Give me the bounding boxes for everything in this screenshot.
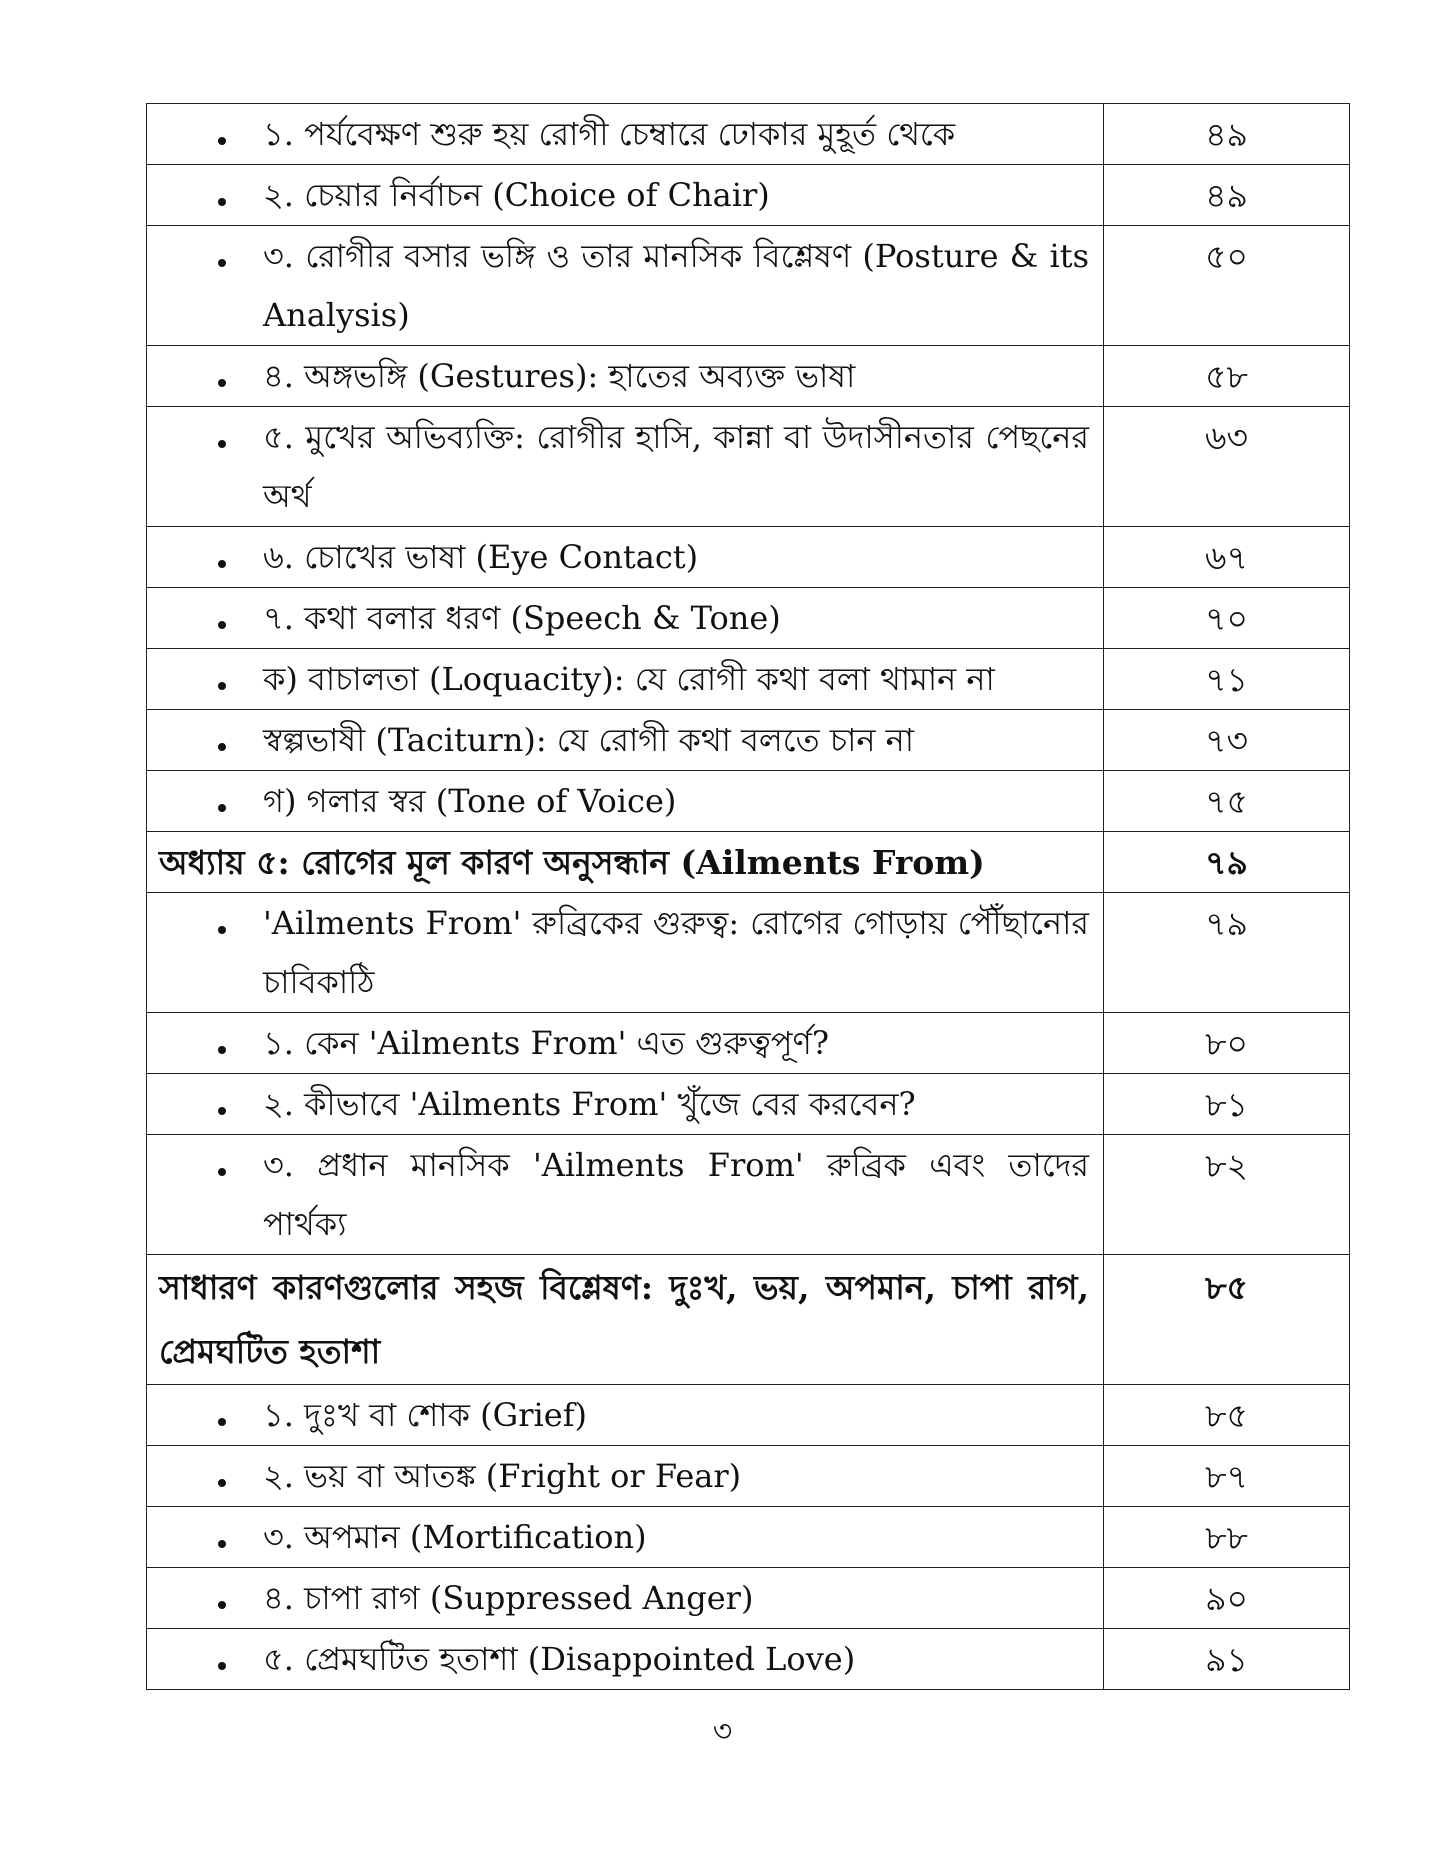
page-number: ৭৯	[1104, 893, 1350, 1013]
page-number: ৮৭	[1104, 1446, 1350, 1507]
footer-page-number: ৩	[712, 1714, 733, 1749]
entry-title: স্বল্পভাষী (Taciturn): যে রোগী কথা বলতে চান না	[263, 721, 915, 759]
entry-title: ৩. রোগীর বসার ভঙ্গি ও তার মানসিক বিশ্লেষণ (Posture & its Analysis)	[263, 237, 1089, 334]
bullet-icon	[147, 104, 263, 163]
page-number: ৪৯	[1104, 165, 1350, 226]
table-row	[147, 588, 1350, 649]
table-row	[147, 346, 1350, 407]
entry-title: ১. দুঃখ বা শোক (Grief)	[263, 1396, 588, 1434]
table-row	[147, 1568, 1350, 1629]
entry-title: ৪. চাপা রাগ (Suppressed Anger)	[263, 1579, 754, 1617]
page-number: ৭৩	[1104, 710, 1350, 771]
table-row	[147, 1135, 1350, 1255]
bullet-icon	[147, 710, 263, 769]
bullet-icon	[147, 165, 263, 224]
entry-title: ১. কেন 'Ailments From' এত গুরুত্বপূর্ণ?	[263, 1024, 829, 1062]
bullet-icon	[147, 346, 263, 405]
table-row	[147, 893, 1350, 1013]
page-number: ৪৯	[1104, 104, 1350, 165]
bullet-icon	[147, 407, 263, 466]
chapter-heading-row	[147, 832, 1350, 893]
entry-title: ৪. অঙ্গভঙ্গি (Gestures): হাতের অব্যক্ত ভাষা	[263, 357, 856, 395]
page-number: ৮০	[1104, 1013, 1350, 1074]
entry-title: 'Ailments From' রুব্রিকের গুরুত্ব: রোগের গোড়ায় পৌঁছানোর চাবিকাঠি	[263, 904, 1089, 1001]
table-row	[147, 226, 1350, 346]
page-number: ৮৫	[1104, 1255, 1350, 1385]
table-row	[147, 1446, 1350, 1507]
table-row	[147, 104, 1350, 165]
bullet-icon	[147, 771, 263, 830]
page-number: ৫০	[1104, 226, 1350, 346]
bullet-icon	[147, 1568, 263, 1627]
bullet-icon	[147, 527, 263, 586]
section-title: সাধারণ কারণগুলোর সহজ বিশ্লেষণ: দুঃখ, ভয়, অপমান, চাপা রাগ, প্রেমঘটিত হতাশা	[159, 1268, 1089, 1371]
page-number: ৯০	[1104, 1568, 1350, 1629]
table-row	[147, 1507, 1350, 1568]
page-number: ৬৩	[1104, 407, 1350, 527]
bullet-icon	[147, 1629, 263, 1688]
entry-title: গ) গলার স্বর (Tone of Voice)	[263, 782, 677, 820]
table-row	[147, 1013, 1350, 1074]
table-row	[147, 407, 1350, 527]
bullet-icon	[147, 893, 263, 952]
bullet-icon	[147, 1074, 263, 1133]
page-number: ৭১	[1104, 649, 1350, 710]
entry-title: ১. পর্যবেক্ষণ শুরু হয় রোগী চেম্বারে ঢোকার মুহূর্ত থেকে	[263, 115, 956, 153]
table-row	[147, 1385, 1350, 1446]
page-number: ৯১	[1104, 1629, 1350, 1690]
entry-title: ২. চেয়ার নির্বাচন (Choice of Chair)	[263, 176, 770, 214]
bullet-icon	[147, 1507, 263, 1566]
page-number: ৮৫	[1104, 1385, 1350, 1446]
section-heading-row	[147, 1255, 1350, 1385]
page-number: ৮২	[1104, 1135, 1350, 1255]
table-row	[147, 771, 1350, 832]
bullet-icon	[147, 226, 263, 285]
table-row	[147, 165, 1350, 226]
bullet-icon	[147, 1446, 263, 1505]
page-number: ৬৭	[1104, 527, 1350, 588]
entry-title: ৩. অপমান (Mortification)	[263, 1518, 647, 1556]
page-number: ৮১	[1104, 1074, 1350, 1135]
page-number: ৭৯	[1104, 832, 1350, 893]
bullet-icon	[147, 649, 263, 708]
entry-title: ক) বাচালতা (Loquacity): যে রোগী কথা বলা থামান না	[263, 660, 995, 698]
entry-title: ৩. প্রধান মানসিক 'Ailments From' রুব্রিক এবং তাদের পার্থক্য	[263, 1146, 1089, 1243]
table-of-contents	[146, 103, 1350, 1690]
entry-title: ২. কীভাবে 'Ailments From' খুঁজে বের করবেন?	[263, 1085, 916, 1123]
page-number: ৭৫	[1104, 771, 1350, 832]
page-number: ৮৮	[1104, 1507, 1350, 1568]
bullet-icon	[147, 1385, 263, 1444]
table-row	[147, 527, 1350, 588]
table-row	[147, 1074, 1350, 1135]
entry-title: ৭. কথা বলার ধরণ (Speech & Tone)	[263, 599, 781, 637]
bullet-icon	[147, 588, 263, 647]
page-number: ৫৮	[1104, 346, 1350, 407]
entry-title: ৬. চোখের ভাষা (Eye Contact)	[263, 538, 699, 576]
page-number: ৭০	[1104, 588, 1350, 649]
table-row	[147, 710, 1350, 771]
chapter-title: অধ্যায় ৫: রোগের মূল কারণ অনুসন্ধান (Ailments From)	[159, 843, 985, 882]
bullet-icon	[147, 1013, 263, 1072]
table-row	[147, 1629, 1350, 1690]
entry-title: ২. ভয় বা আতঙ্ক (Fright or Fear)	[263, 1457, 742, 1495]
table-row	[147, 649, 1350, 710]
bullet-icon	[147, 1135, 263, 1194]
entry-title: ৫. মুখের অভিব্যক্তি: রোগীর হাসি, কান্না বা উদাসীনতার পেছনের অর্থ	[263, 418, 1089, 515]
entry-title: ৫. প্রেমঘটিত হতাশা (Disappointed Love)	[263, 1640, 856, 1678]
